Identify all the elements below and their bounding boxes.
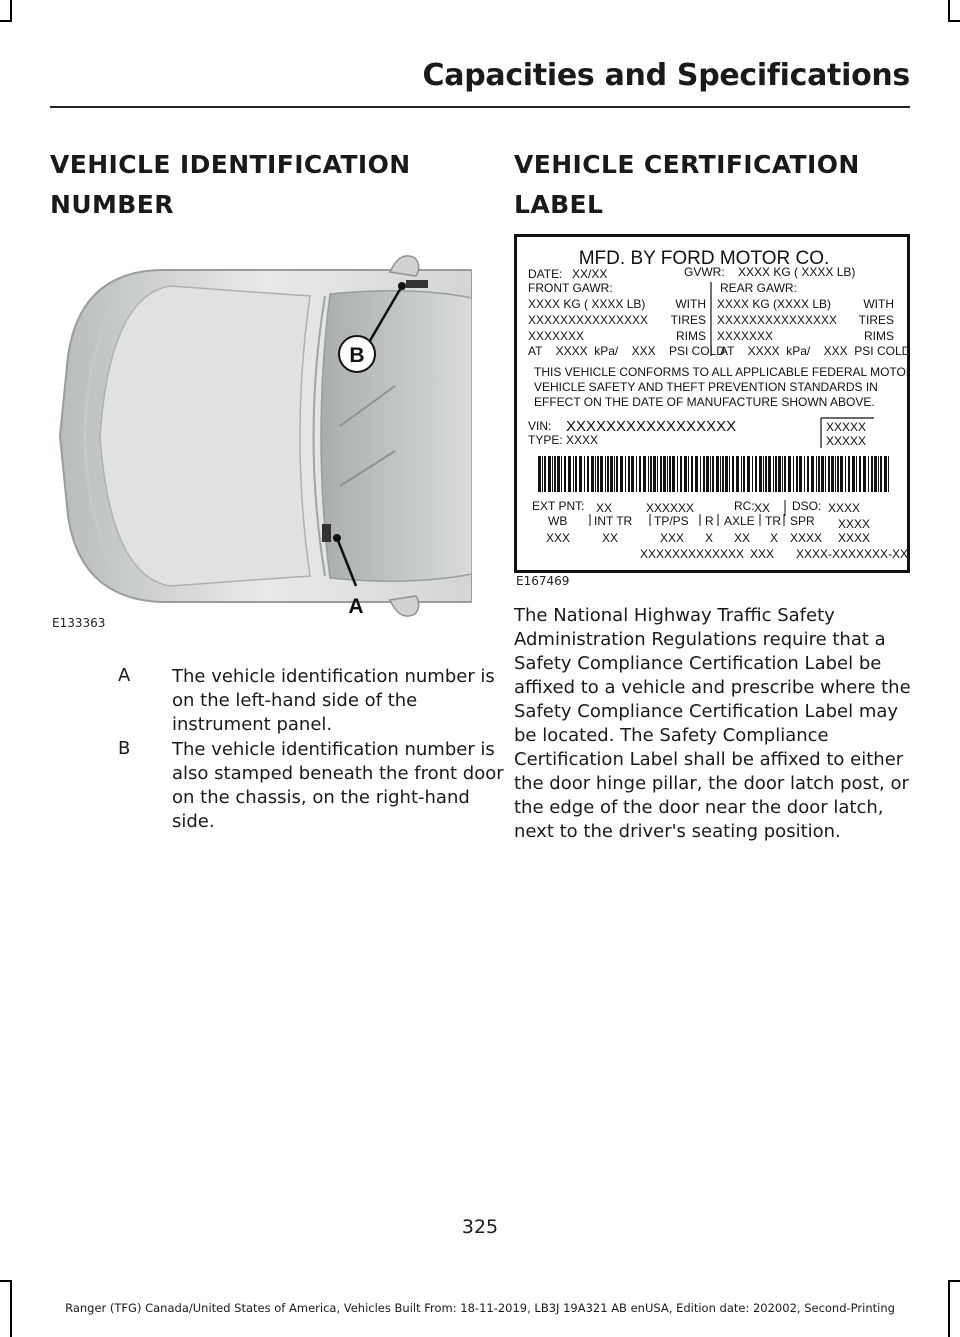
- label-bottom-2: XXX: [750, 547, 775, 561]
- label-box-1: XXXXX: [826, 420, 867, 434]
- label-spr-value: XXXX: [838, 517, 871, 531]
- vehicle-top-view-illustration: [50, 236, 472, 636]
- label-ext-val-1: XX: [596, 501, 613, 515]
- label-rear-gawr: REAR GAWR:: [720, 281, 797, 295]
- legend-text-a: The vehicle identification number is on the left-hand side of the instrument panel.: [172, 666, 495, 735]
- certification-label-illustration: [514, 234, 910, 574]
- label-rc-value: XX: [754, 501, 771, 515]
- label-v-axle: XX: [734, 531, 751, 545]
- label-dso-value: XXXX: [828, 501, 861, 515]
- label-tr: TR: [765, 514, 781, 528]
- callout-a-text: A: [348, 595, 364, 618]
- left-figure-code: E133363: [52, 616, 106, 630]
- right-heading-line1: VEHICLE CERTIFICATION: [514, 150, 860, 179]
- label-ext-val-2: XXXXXX: [646, 501, 695, 515]
- crop-mark-top-right-h: [948, 20, 960, 22]
- left-heading-line2: NUMBER: [50, 190, 174, 219]
- label-conform-2: VEHICLE SAFETY AND THEFT PREVENTION STANDARDS IN: [534, 380, 878, 394]
- label-date: DATE:: [528, 267, 563, 281]
- crop-mark-top-right: [948, 0, 950, 22]
- label-v-tr: X: [770, 531, 779, 545]
- label-int-tr: INT TR: [594, 514, 633, 528]
- right-heading: [514, 145, 860, 225]
- label-bottom-1: XXXXXXXXXXXXX: [640, 547, 745, 561]
- label-v-last: XXXX: [838, 531, 871, 545]
- label-v-spr: XXXX: [790, 531, 823, 545]
- page-header-title: Capacities and Specifications: [422, 58, 910, 93]
- label-front-at: AT XXXX kPa/ XXX PSI COLD: [528, 344, 725, 358]
- label-gvwr: GVWR:: [684, 265, 725, 279]
- right-figure-code: E167469: [516, 574, 570, 588]
- label-rear-tires: TIRES: [858, 313, 894, 327]
- crop-mark-top-left: [10, 0, 12, 22]
- label-front-tires: TIRES: [670, 313, 706, 327]
- label-v-tp: XXX: [660, 531, 685, 545]
- legend-text-b: The vehicle identification number is also stamped beneath the front door on the chassis, on the right-hand side.: [172, 739, 504, 832]
- label-title: MFD. BY FORD MOTOR CO.: [578, 248, 830, 269]
- certification-body-text: The National Highway Traffic Safety Administration Regulations require that a Safety Compliance Certification Label be affixed to a vehicle and prescribe where the Safety Compliance Certification Label may be located. The Safety Compliance Certification Label shall be affixed to either the door hinge pillar, the door latch post, or the edge of the door near the door latch, next to the driver's seating position.: [514, 605, 911, 842]
- label-v-wb: XXX: [546, 531, 571, 545]
- label-conform-1: THIS VEHICLE CONFORMS TO ALL APPLICABLE FEDERAL MOTOR: [534, 365, 910, 379]
- label-ext-pnt: EXT PNT:: [532, 499, 585, 513]
- label-gvwr-value: XXXX KG ( XXXX LB): [738, 265, 856, 279]
- label-rear-with: WITH: [863, 297, 894, 311]
- crop-mark-bottom-right-h: [948, 1280, 960, 1282]
- label-v-r: X: [705, 531, 714, 545]
- label-type: TYPE:: [528, 433, 563, 447]
- label-rear-code: XXXXXXXXXXXXXXX: [717, 313, 838, 327]
- label-bottom-3: XXXX-XXXXXXX-XX: [796, 547, 909, 561]
- label-rear-at: AT XXXX kPa/ XXX PSI COLD: [720, 344, 910, 358]
- crop-mark-top-left-h: [0, 20, 12, 22]
- right-heading-line2: LABEL: [514, 190, 604, 219]
- label-r: R: [705, 514, 714, 528]
- label-box-2: XXXXX: [826, 434, 867, 448]
- label-spr: SPR: [790, 514, 815, 528]
- label-front-code: XXXXXXXXXXXXXXX: [528, 313, 649, 327]
- label-dso: DSO:: [792, 499, 822, 513]
- label-rear-short: XXXXXXX: [717, 329, 774, 343]
- label-wb: WB: [548, 514, 568, 528]
- label-rear-kg: XXXX KG (XXXX LB): [717, 297, 832, 311]
- label-front-with: WITH: [675, 297, 706, 311]
- label-v-int: XX: [602, 531, 619, 545]
- crop-mark-bottom-left-h: [0, 1280, 12, 1282]
- left-heading-line1: VEHICLE IDENTIFICATION: [50, 150, 411, 179]
- label-type-value: XXXX: [566, 433, 599, 447]
- label-conform-3: EFFECT ON THE DATE OF MANUFACTURE SHOWN ABOVE.: [534, 395, 875, 409]
- page-number: 325: [461, 1216, 499, 1238]
- legend-key-b: B: [118, 738, 131, 759]
- header-rule: [50, 106, 910, 108]
- label-front-gawr: FRONT GAWR:: [528, 281, 613, 295]
- callout-b-text: B: [349, 344, 365, 367]
- legend-key-a: A: [118, 665, 131, 686]
- label-front-short: XXXXXXX: [528, 329, 585, 343]
- certification-label-figure: [514, 234, 910, 588]
- label-rc: RC:: [734, 499, 755, 513]
- page-footer: Ranger (TFG) Canada/United States of America, Vehicles Built From: 18-11-2019, LB3J 19A321 AB enUSA, Edition date: 202002, Second-Printing: [65, 1301, 895, 1315]
- label-front-rims: RIMS: [676, 329, 706, 343]
- label-tp-ps: TP/PS: [654, 514, 689, 528]
- label-rear-rims: RIMS: [864, 329, 894, 343]
- vehicle-top-view-figure: [50, 236, 472, 636]
- label-axle: AXLE: [724, 514, 755, 528]
- label-vin: VIN:: [528, 419, 552, 433]
- label-vin-value: XXXXXXXXXXXXXXXXX: [566, 418, 737, 435]
- label-front-kg: XXXX KG ( XXXX LB): [528, 297, 646, 311]
- left-heading: [50, 145, 411, 225]
- label-date-value: XX/XX: [572, 267, 608, 281]
